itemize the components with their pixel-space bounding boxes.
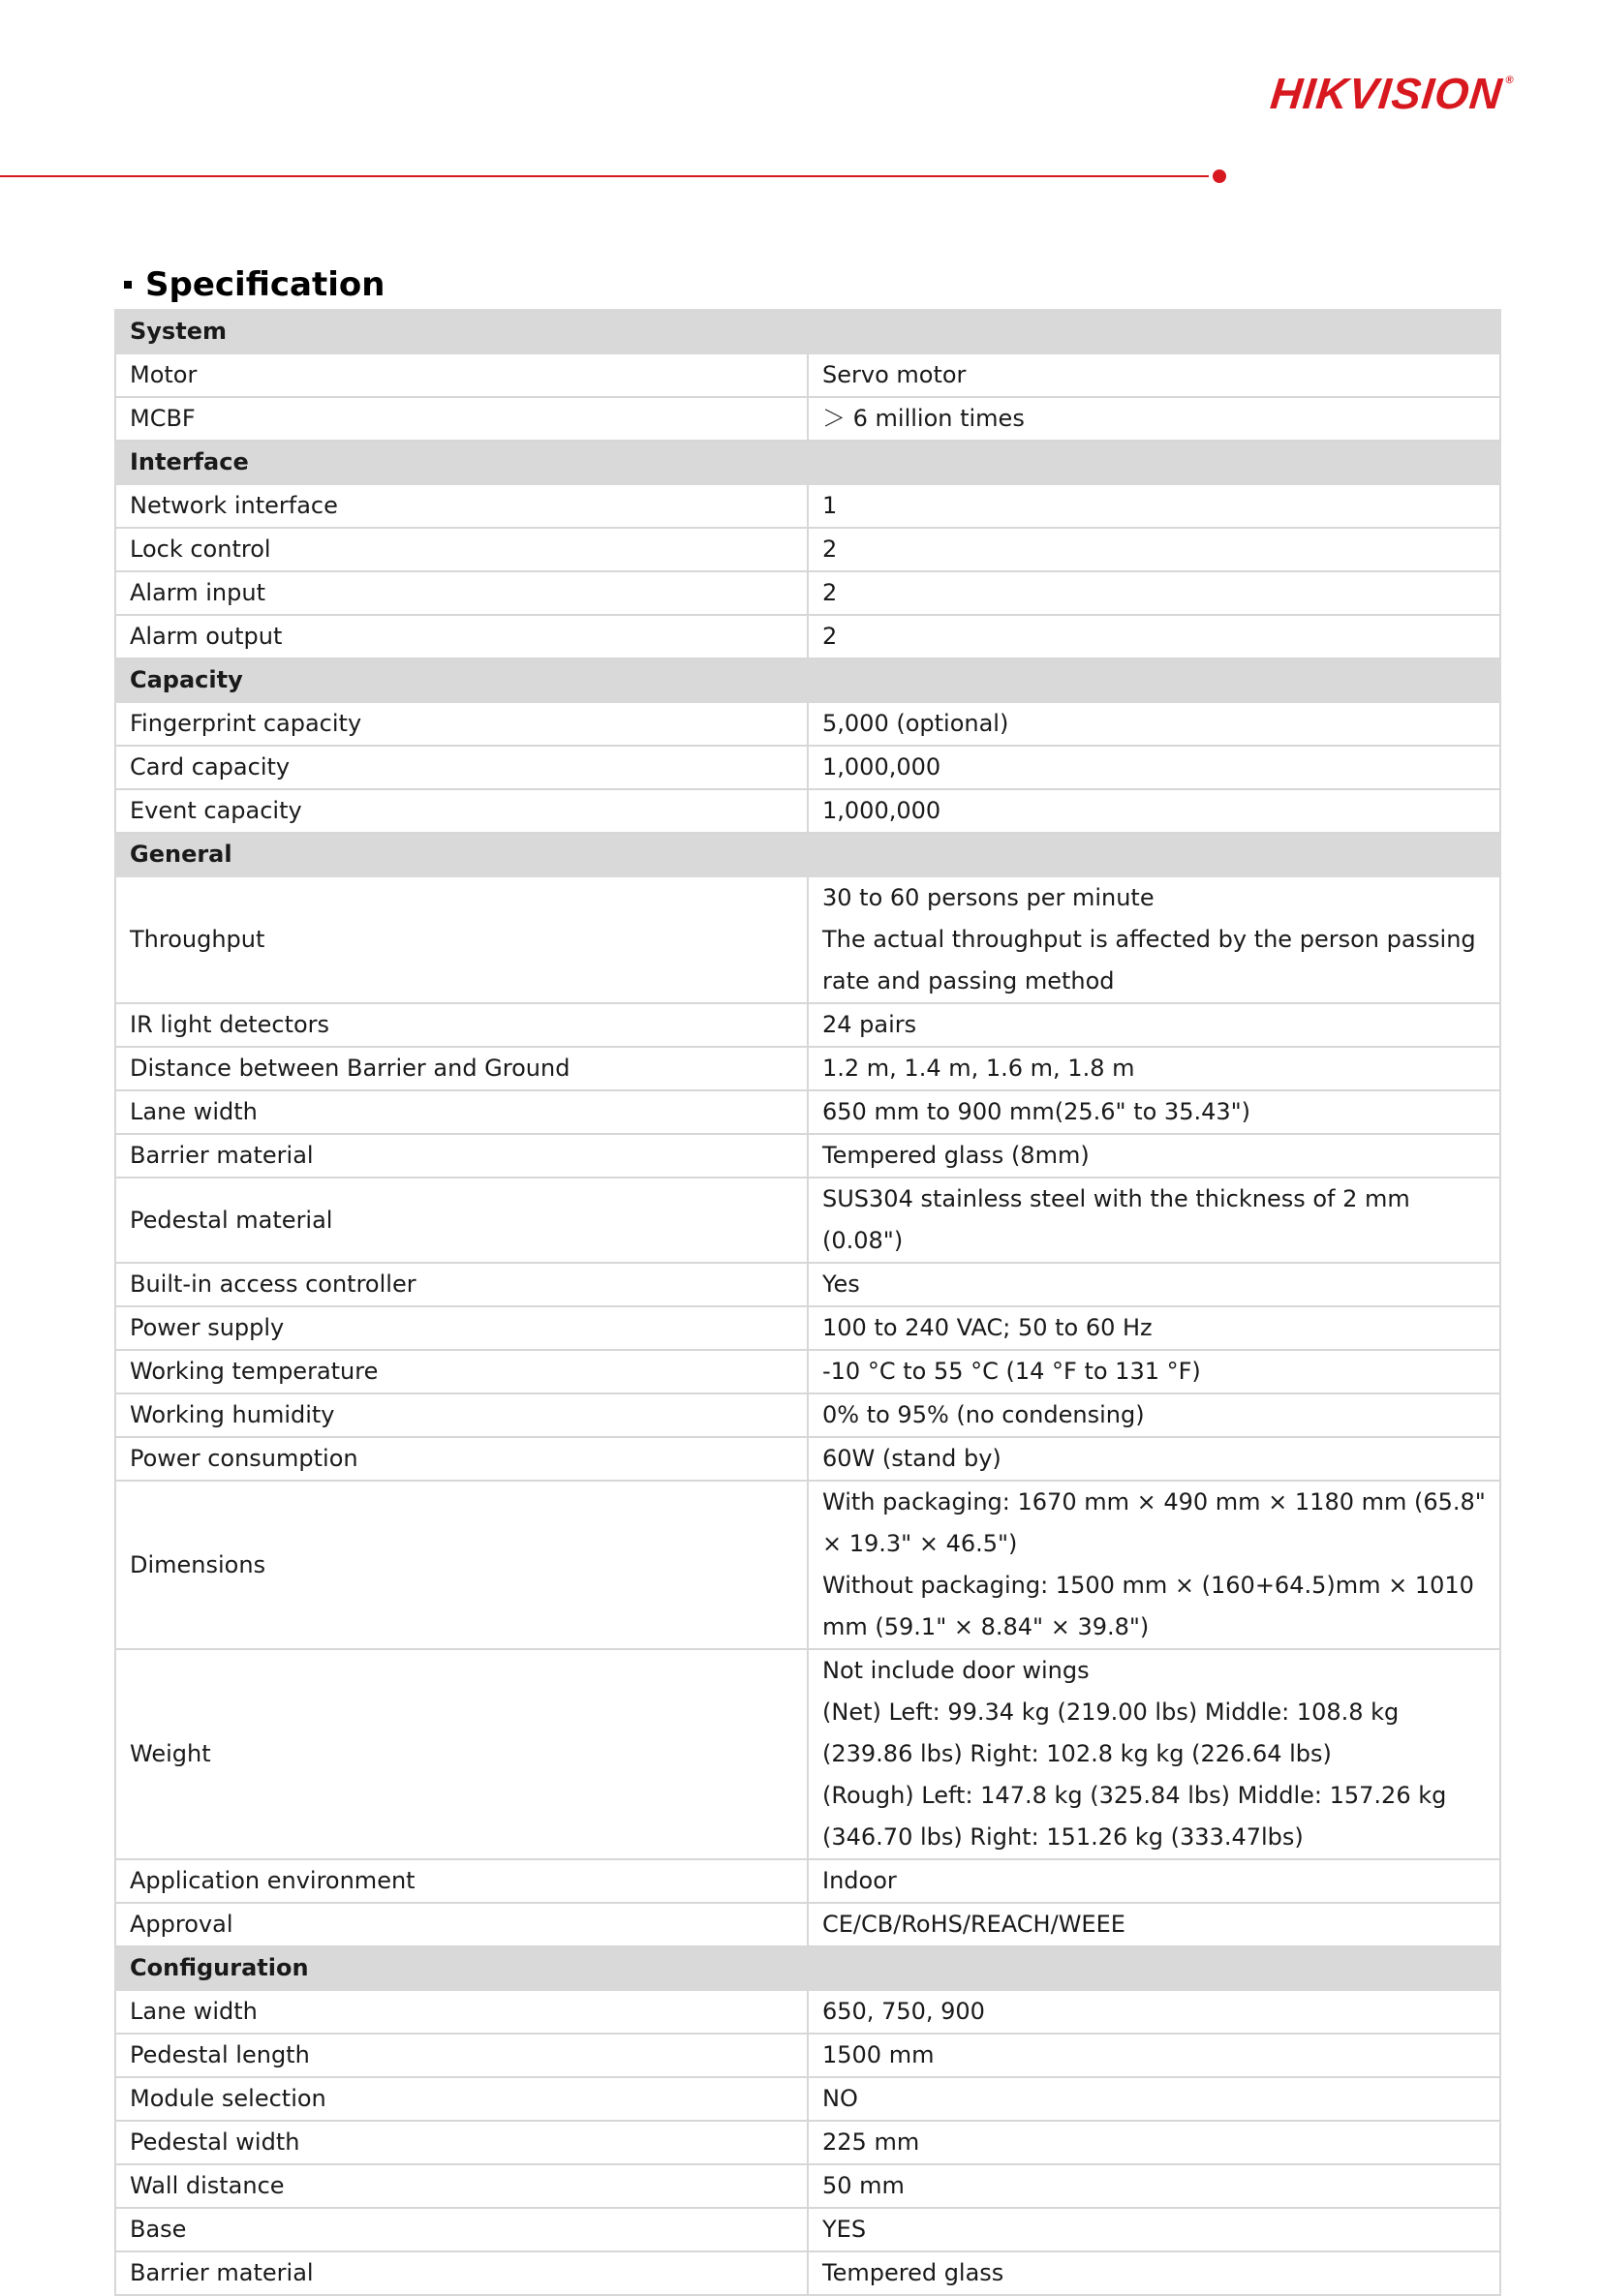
- section-header: Capacity: [115, 658, 1500, 702]
- spec-label: Lock control: [115, 528, 808, 571]
- table-row: [115, 1134, 1500, 1178]
- spec-value-line: Tempered glass: [822, 2259, 1004, 2286]
- spec-value-line: 2: [822, 623, 838, 650]
- spec-value-line: The actual throughput is affected by the person passing rate and passing method: [822, 926, 1476, 995]
- spec-value-line: Tempered glass (8mm): [822, 1142, 1090, 1169]
- spec-label: Alarm output: [115, 615, 808, 658]
- header-rule-dot: [1213, 169, 1226, 183]
- spec-value-line: ＞ 6 million times: [822, 405, 1025, 432]
- spec-value-line: Yes: [822, 1270, 860, 1298]
- spec-value: [808, 789, 1500, 833]
- table-row: [115, 1003, 1500, 1047]
- spec-value: [808, 1003, 1500, 1047]
- table-row: [115, 2251, 1500, 2295]
- table-row: [115, 1990, 1500, 2034]
- spec-value: [808, 876, 1500, 1003]
- section-title: [124, 265, 385, 304]
- spec-value-line: CE/CB/RoHS/REACH/WEEE: [822, 1911, 1125, 1938]
- spec-value-line: Servo motor: [822, 361, 967, 388]
- spec-value: [808, 1393, 1500, 1437]
- table-row: [115, 615, 1500, 658]
- spec-value: [808, 1859, 1500, 1903]
- spec-label: Pedestal material: [115, 1178, 808, 1263]
- spec-value: [808, 1090, 1500, 1134]
- spec-value: [808, 1178, 1500, 1263]
- spec-value-line: 1,000,000: [822, 753, 941, 781]
- spec-value: [808, 353, 1500, 397]
- spec-value: [808, 1350, 1500, 1393]
- spec-value: [808, 1649, 1500, 1859]
- spec-value-line: With packaging: 1670 mm × 490 mm × 1180 mm (65.8" × 19.3" × 46.5"): [822, 1488, 1486, 1557]
- table-row: [115, 1437, 1500, 1481]
- spec-label: MCBF: [115, 397, 808, 441]
- spec-value-line: (Net) Left: 99.34 kg (219.00 lbs) Middle: 108.8 kg (239.86 lbs) Right: 102.8 kg kg (226.64 lbs): [822, 1699, 1400, 1767]
- spec-value-line: 0% to 95% (no condensing): [822, 1401, 1145, 1428]
- section-header: Interface: [115, 441, 1500, 484]
- table-row: [115, 789, 1500, 833]
- spec-value: [808, 615, 1500, 658]
- section-header-row: [115, 658, 1500, 702]
- table-row: [115, 1047, 1500, 1090]
- spec-label: Working temperature: [115, 1350, 808, 1393]
- spec-label: Lane width: [115, 1990, 808, 2034]
- spec-label: Distance between Barrier and Ground: [115, 1047, 808, 1090]
- spec-value: [808, 1903, 1500, 1946]
- spec-value: [808, 1990, 1500, 2034]
- spec-label: Weight: [115, 1649, 808, 1859]
- spec-value-line: 100 to 240 VAC; 50 to 60 Hz: [822, 1314, 1153, 1341]
- table-row: [115, 876, 1500, 1003]
- spec-label: Power consumption: [115, 1437, 808, 1481]
- section-header: System: [115, 310, 1500, 353]
- spec-label: Built-in access controller: [115, 1263, 808, 1306]
- spec-value: [808, 702, 1500, 746]
- table-row: [115, 397, 1500, 441]
- spec-value-line: 2: [822, 579, 838, 606]
- spec-label: Throughput: [115, 876, 808, 1003]
- spec-label: Card capacity: [115, 746, 808, 789]
- spec-value: [808, 571, 1500, 615]
- spec-value-line: 24 pairs: [822, 1011, 917, 1038]
- table-row: [115, 746, 1500, 789]
- spec-label: Wall distance: [115, 2164, 808, 2208]
- spec-value-line: Without packaging: 1500 mm × (160+64.5)mm × 1010 mm (59.1" × 8.84" × 39.8"): [822, 1572, 1474, 1640]
- table-row: [115, 528, 1500, 571]
- spec-label: Barrier material: [115, 1134, 808, 1178]
- table-row: [115, 2121, 1500, 2164]
- spec-value-line: -10 °C to 55 °C (14 °F to 131 °F): [822, 1358, 1201, 1385]
- spec-label: Event capacity: [115, 789, 808, 833]
- section-title-text: Specification: [145, 265, 385, 304]
- table-row: [115, 1649, 1500, 1859]
- table-row: [115, 2077, 1500, 2121]
- spec-value-line: Not include door wings: [822, 1657, 1090, 1684]
- spec-value-line: 5,000 (optional): [822, 710, 1009, 737]
- spec-value: [808, 1437, 1500, 1481]
- section-header-row: [115, 310, 1500, 353]
- spec-value: [808, 2121, 1500, 2164]
- table-row: [115, 2208, 1500, 2251]
- spec-label: Pedestal width: [115, 2121, 808, 2164]
- spec-label: Alarm input: [115, 571, 808, 615]
- spec-label: Pedestal length: [115, 2034, 808, 2077]
- spec-value: [808, 1134, 1500, 1178]
- spec-value: [808, 2208, 1500, 2251]
- spec-label: Application environment: [115, 1859, 808, 1903]
- spec-value-line: 650 mm to 900 mm(25.6" to 35.43"): [822, 1098, 1251, 1125]
- table-row: [115, 571, 1500, 615]
- spec-value-line: Indoor: [822, 1867, 897, 1894]
- square-bullet-icon: [124, 281, 132, 289]
- spec-value-line: 2: [822, 536, 838, 563]
- spec-value-line: 225 mm: [822, 2128, 920, 2156]
- table-row: [115, 1306, 1500, 1350]
- table-row: [115, 1178, 1500, 1263]
- registered-mark: ®: [1504, 75, 1516, 86]
- spec-label: Network interface: [115, 484, 808, 528]
- spec-label: IR light detectors: [115, 1003, 808, 1047]
- table-row: [115, 1859, 1500, 1903]
- spec-label: Base: [115, 2208, 808, 2251]
- spec-value: [808, 397, 1500, 441]
- spec-label: Motor: [115, 353, 808, 397]
- spec-value-line: 30 to 60 persons per minute: [822, 884, 1155, 911]
- spec-label: Working humidity: [115, 1393, 808, 1437]
- spec-label: Dimensions: [115, 1481, 808, 1649]
- spec-value: [808, 1306, 1500, 1350]
- spec-value: [808, 746, 1500, 789]
- spec-value: [808, 528, 1500, 571]
- table-row: [115, 1263, 1500, 1306]
- table-row: [115, 353, 1500, 397]
- section-header-row: [115, 1946, 1500, 1990]
- spec-value-line: 50 mm: [822, 2172, 905, 2199]
- spec-value-line: 1,000,000: [822, 797, 941, 824]
- spec-label: Barrier material: [115, 2251, 808, 2295]
- spec-value-line: NO: [822, 2085, 858, 2112]
- spec-value-line: 1500 mm: [822, 2041, 935, 2068]
- spec-value-line: 60W (stand by): [822, 1445, 1001, 1472]
- spec-value: [808, 1481, 1500, 1649]
- table-row: [115, 1393, 1500, 1437]
- header-rule: [0, 175, 1209, 177]
- table-row: [115, 1903, 1500, 1946]
- section-header-row: [115, 441, 1500, 484]
- spec-value: [808, 484, 1500, 528]
- spec-label: Fingerprint capacity: [115, 702, 808, 746]
- spec-value-line: 650, 750, 900: [822, 1998, 985, 2025]
- spec-value: [808, 2164, 1500, 2208]
- table-row: [115, 1350, 1500, 1393]
- spec-value-line: SUS304 stainless steel with the thickness of 2 mm (0.08"): [822, 1185, 1410, 1254]
- spec-value-line: 1.2 m, 1.4 m, 1.6 m, 1.8 m: [822, 1055, 1135, 1082]
- spec-value-line: 1: [822, 492, 838, 519]
- spec-label: Module selection: [115, 2077, 808, 2121]
- table-row: [115, 1481, 1500, 1649]
- spec-value-line: YES: [822, 2216, 867, 2243]
- spec-value: [808, 1047, 1500, 1090]
- spec-label: Approval: [115, 1903, 808, 1946]
- spec-value: [808, 2034, 1500, 2077]
- section-header: General: [115, 833, 1500, 876]
- spec-value: [808, 1263, 1500, 1306]
- spec-label: Power supply: [115, 1306, 808, 1350]
- table-row: [115, 2034, 1500, 2077]
- table-row: [115, 1090, 1500, 1134]
- table-row: [115, 702, 1500, 746]
- table-row: [115, 2164, 1500, 2208]
- section-header-row: [115, 833, 1500, 876]
- hikvision-logo: HIKVISION®: [1268, 69, 1516, 118]
- section-header: Configuration: [115, 1946, 1500, 1990]
- spec-label: Lane width: [115, 1090, 808, 1134]
- spec-value-line: (Rough) Left: 147.8 kg (325.84 lbs) Middle: 157.26 kg (346.70 lbs) Right: 151.26 kg (333.47lbs): [822, 1782, 1447, 1851]
- table-row: [115, 484, 1500, 528]
- spec-value: [808, 2251, 1500, 2295]
- spec-value: [808, 2077, 1500, 2121]
- specification-table: [114, 309, 1501, 2296]
